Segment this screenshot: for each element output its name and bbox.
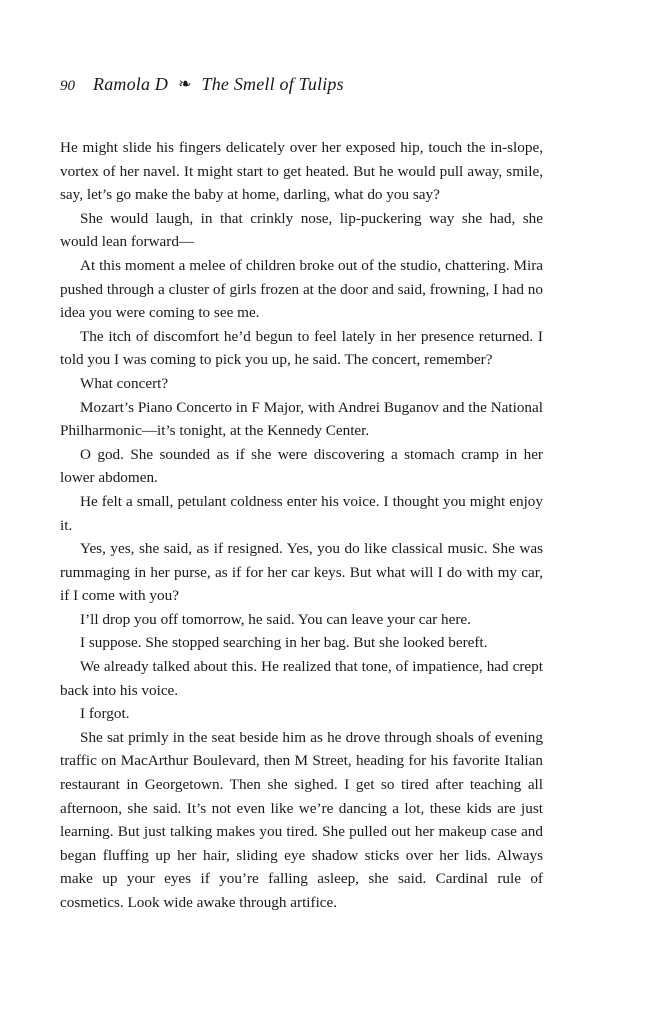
paragraph: I suppose. She stopped searching in her bag. But she looked bereft. [80,634,488,652]
running-head-title: The Smell of Tulips [201,74,344,94]
paragraph: Mozart’s Piano Concerto in F Major, with Andrei Buganov and the National Philharmonic—it’s tonight, at the Kennedy Center. [60,398,543,440]
paragraph: O god. She sounded as if she were discovering a stomach cramp in her lower abdomen. [60,445,543,487]
body-text [60,136,543,915]
page-number: 90 [60,78,75,94]
paragraph: I’ll drop you off tomorrow, he said. You can leave your car here. [80,610,471,628]
paragraph: He felt a small, petulant coldness enter his voice. I thought you might enjoy it. [60,492,543,534]
paragraph: What concert? [80,374,169,392]
paragraph: I forgot. [80,705,130,723]
fleuron-ornament-icon: ❧ [178,76,192,93]
paragraph: He might slide his fingers delicately over her exposed hip, touch the in-slope, vortex of her navel. It might start to get heated. But he would pull away, smile, say, let’s go make the baby at home, darling, what do you say? [60,139,543,204]
paragraph: The itch of discomfort he’d begun to feel lately in her presence returned. I told you I was coming to pick you up, he said. The concert, remember? [60,327,543,369]
running-head [60,74,344,100]
paragraph: Yes, yes, she said, as if resigned. Yes, you do like classical music. She was rummaging in her purse, as if for her car keys. But what will I do with my car, if I come with you? [60,540,543,605]
running-head-author: Ramola D [93,74,169,94]
paragraph: At this moment a melee of children broke out of the studio, chattering. Mira pushed through a cluster of girls frozen at the door and said, frowning, I had no idea you were coming to see me. [60,256,543,322]
paragraph: We already talked about this. He realized that tone, of impatience, had crept back into his voice. [60,658,543,699]
paragraph: She sat primly in the seat beside him as he drove through shoals of evening traffic on MacArthur Boulevard, then M Street, heading for his favorite Italian restaurant in Georgetown. Then she sighed. I get so tired after teaching all afternoon, she said. It’s not even like we’re dancing a lot, these kids are just learning. But just talking makes you tired. She pulled out her makeup case and began fluffing up her hair, sliding eye shadow sticks over her lids. Always make up your eyes if you’re falling asleep, she said. Cardinal rule of cosmetics. Look wide awake through artifice. [60,728,543,911]
paragraph: She would laugh, in that crinkly nose, lip-puckering way she had, she would lean forward— [60,209,543,251]
